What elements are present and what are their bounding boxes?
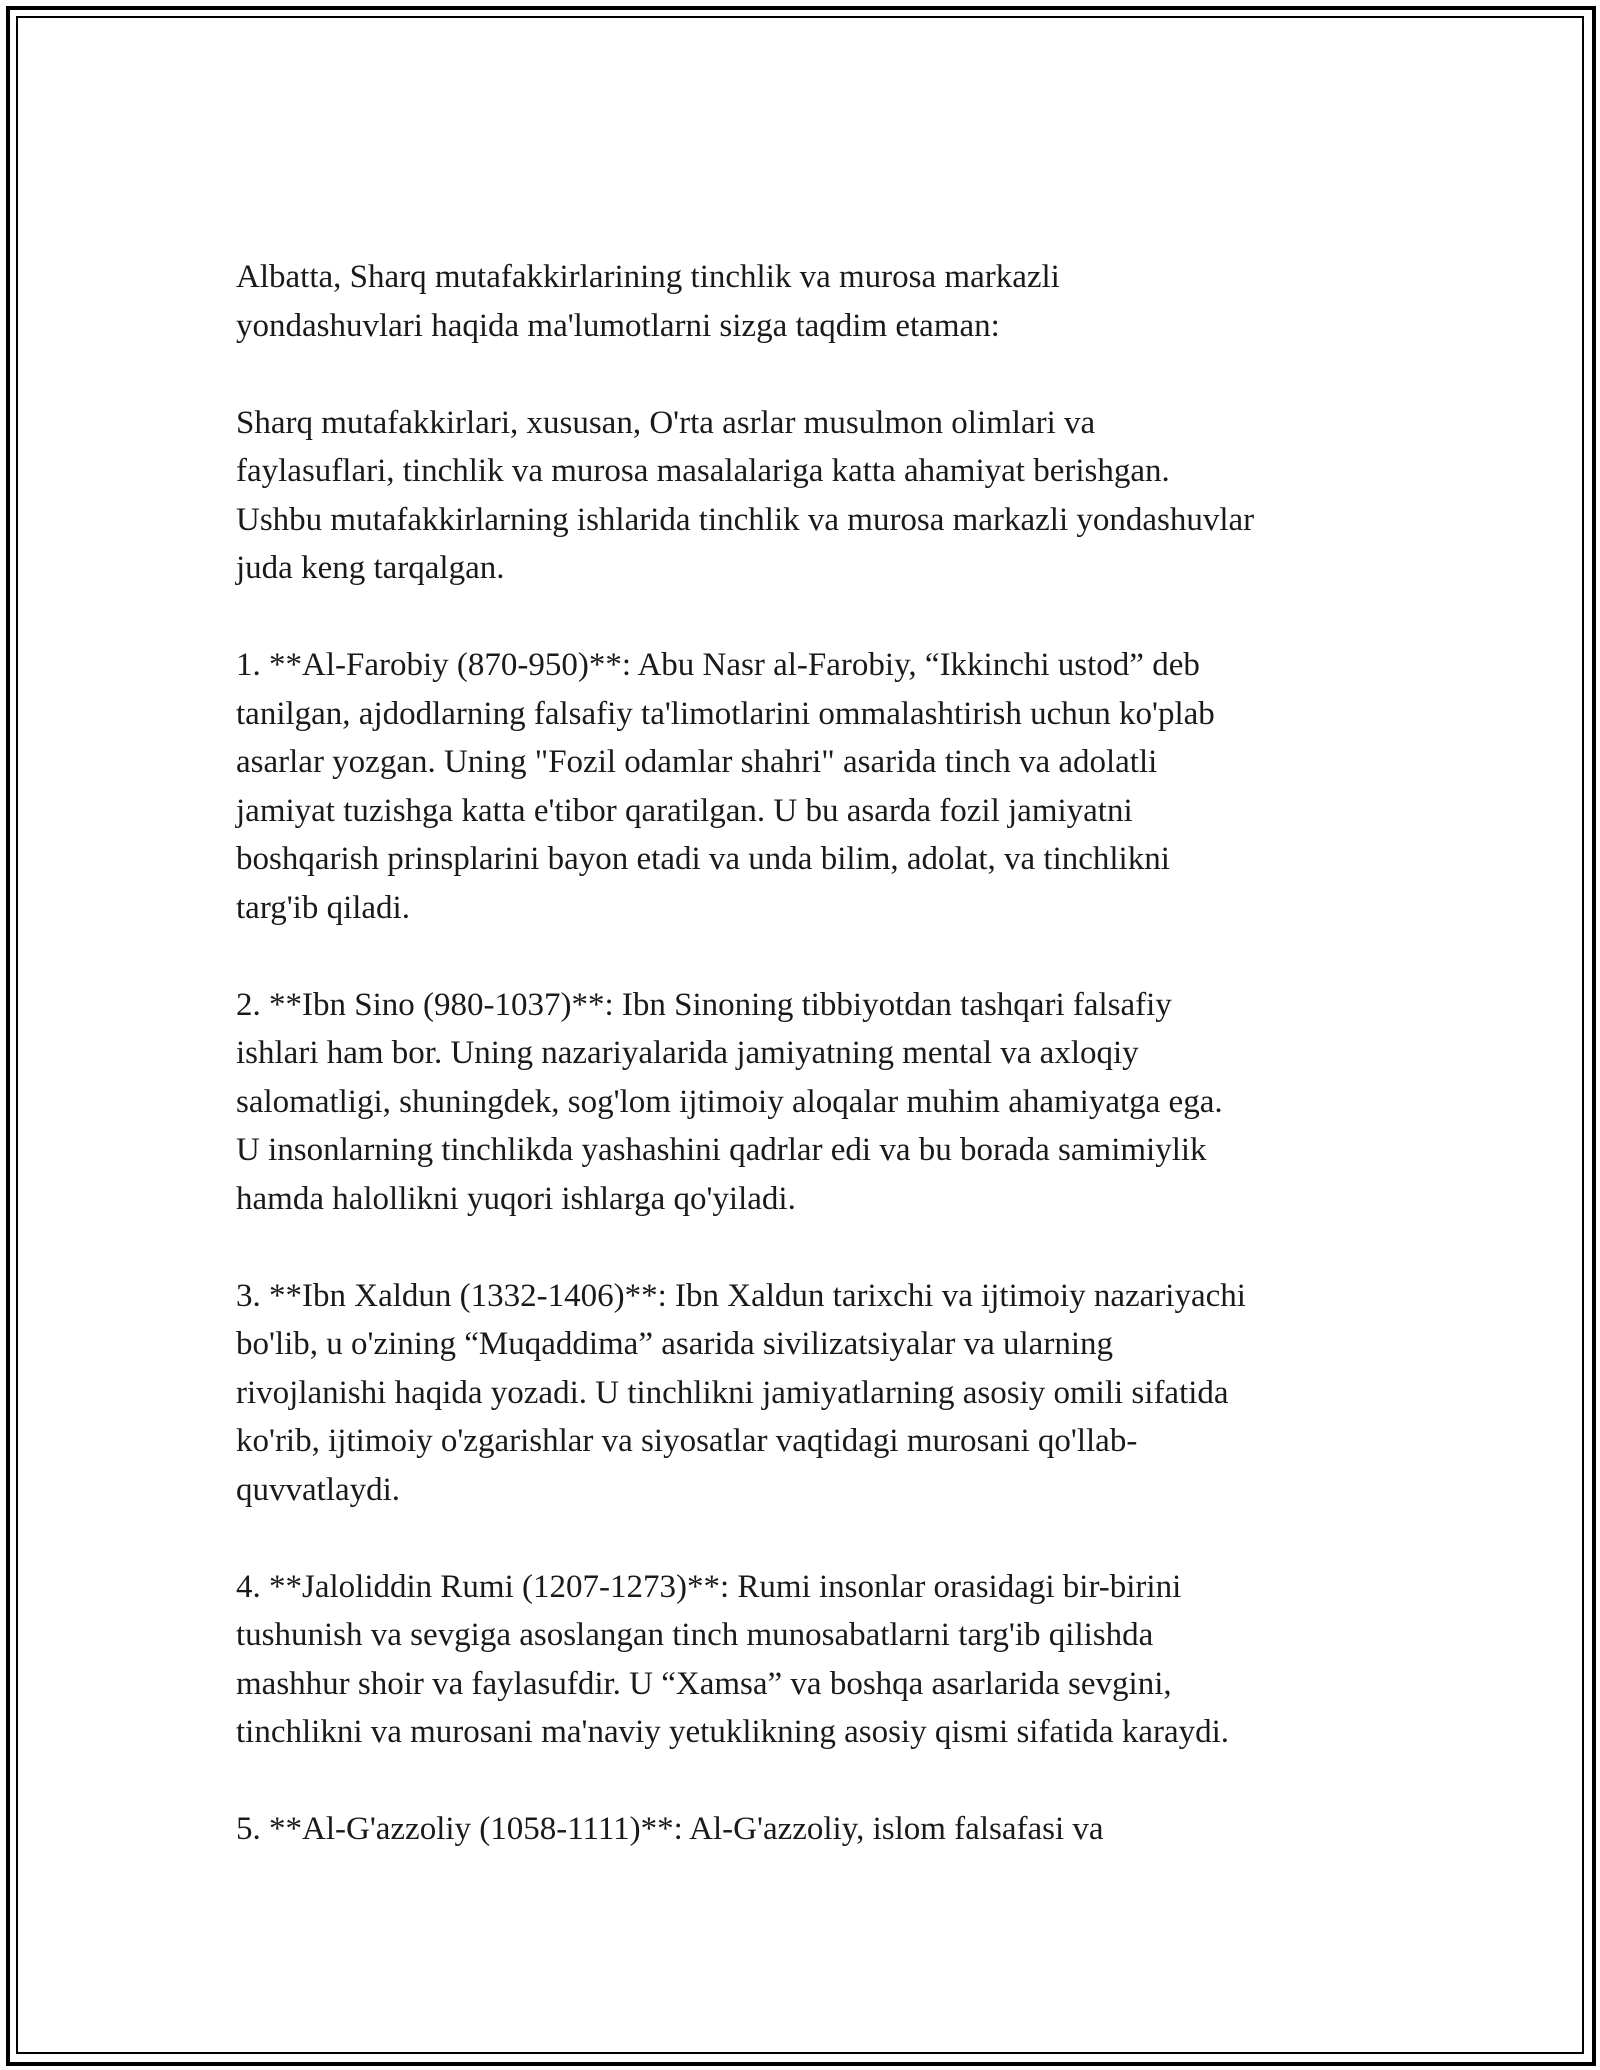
intro-paragraph: Albatta, Sharq mutafakkirlarining tinchlik va murosa markazli yondashuvlari haqida ma'lumotlarni sizga taqdim etaman: [236,259,1060,344]
document-body [236,253,1386,1902]
list-item-gazzoliy: 5. **Al-G'azzoliy (1058-1111)**: Al-G'azzoliy, islom falsafasi va [236,1811,1104,1847]
list-item-ibn-xaldun: 3. **Ibn Xaldun (1332-1406)**: Ibn Xaldun tarixchi va ijtimoiy nazariyachi bo'lib, u o'zining “Muqaddima” asarida sivilizatsiyalar va ularning rivojlanishi haqida yozadi. U tinchlikni jamiyatlarning asosiy omili sifatida ko'rib, ijtimoiy o'zgarishlar va siyosatlar vaqtidagi murosani qo'llab- quvvatlaydi. [236,1277,1246,1508]
list-item-farobiy: 1. **Al-Farobiy (870-950)**: Abu Nasr al-Farobiy, “Ikkinchi ustod” deb tanilgan, ajdodlarning falsafiy ta'limotlarini ommalashtirish uchun ko'plab asarlar yozgan. Uning "Fozil odamlar shahri" asarida tinch va adolatli jamiyat tuzishga katta e'tibor qaratilgan. U bu asarda fozil jamiyatni boshqarish prinsplarini bayon etadi va unda bilim, adolat, va tinchlikni targ'ib qiladi. [236,647,1215,926]
list-item-rumi: 4. **Jaloliddin Rumi (1207-1273)**: Rumi insonlar orasidagi bir-birini tushunish va sevgiga asoslangan tinch munosabatlarni targ'ib qilishda mashhur shoir va faylasufdir. U “Xamsa” va boshqa asarlarida sevgini, tinchlikni va murosani ma'naviy yetuklikning asosiy qismi sifatida karaydi. [236,1568,1230,1750]
overview-paragraph: Sharq mutafakkirlari, xususan, O'rta asrlar musulmon olimlari va faylasuflari, tinchlik va murosa masalalariga katta ahamiyat berishgan. Ushbu mutafakkirlarning ishlarida tinchlik va murosa markazli yondashuvlar juda keng tarqalgan. [236,404,1255,586]
list-item-ibn-sino: 2. **Ibn Sino (980-1037)**: Ibn Sinoning tibbiyotdan tashqari falsafiy ishlari ham bor. Uning nazariyalarida jamiyatning mental va axloqiy salomatligi, shuningdek, sog'lom ijtimoiy aloqalar muhim ahamiyatga ega. U insonlarning tinchlikda yashashini qadrlar edi va bu borada samimiylik hamda halollikni yuqori ishlarga qo'yiladi. [236,986,1223,1217]
